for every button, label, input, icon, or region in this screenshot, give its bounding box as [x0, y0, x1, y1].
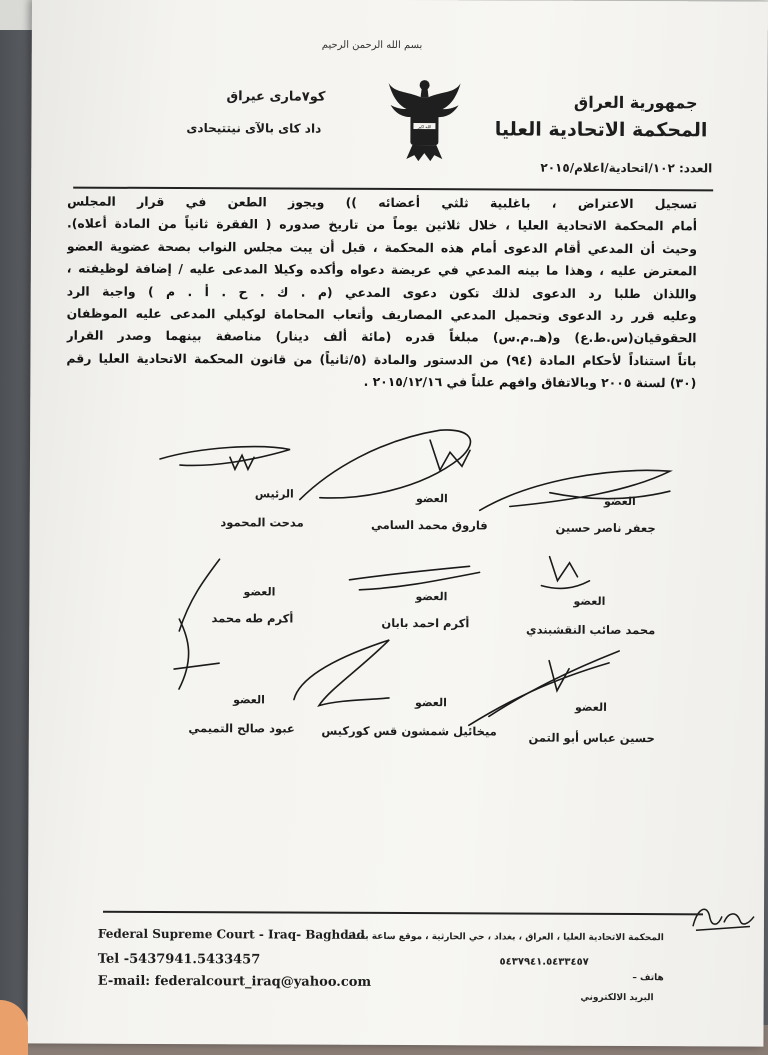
signatory-title: العضو [415, 492, 448, 506]
document-page [27, 0, 768, 1047]
signature-president [160, 446, 290, 469]
body-line: (٣٠) لسنة ٢٠٠٥ وبالاتفاق وافهم علناً في ٢٠١٥/١٢/١٦ . [363, 374, 697, 391]
footer-telephone: Tel -5437941.5433457 [97, 951, 261, 968]
signature-strokes [28, 0, 768, 902]
republic-title: جمهورية العراق [573, 92, 698, 113]
signatory-name: أكرم طه محمد [211, 611, 294, 626]
body-line: باتاً استناداً لأحكام المادة (٩٤) من الدستور والمادة (٥/ثانياً) من قانون المحكمة الاتحادية العليا رقم [66, 350, 697, 369]
signature-member-2 [480, 470, 670, 511]
signatory-title: العضو [575, 700, 607, 714]
body-line: وحيث أن المدعي أقام الدعوى أمام هذه المحكمة ، قبل أن يبت مجلس النواب بصحة عضوية العضو [66, 238, 697, 257]
basmala: بسم الله الرحمن الرحيم [321, 39, 423, 52]
signature-member-1 [300, 429, 471, 500]
signatory-name: أكرم احمد بابان [381, 615, 470, 631]
footer-email: E-mail: federalcourt_iraq@yahoo.com [97, 973, 372, 990]
kurdish-header-line2: داد کای بالآی نیتتیحادی [186, 121, 322, 136]
signatory-title: الرئيس [254, 487, 294, 501]
signatory-name: ميخائيل شمشون قس كوركيس [321, 723, 497, 739]
signatory-title: العضو [573, 594, 606, 608]
court-name: المحكمة الاتحادية العليا [494, 118, 708, 142]
footer-phone-label-arabic: هاتف – [632, 973, 664, 984]
signatory-title: العضو [415, 696, 447, 710]
footer-address-arabic: المحكمة الاتحادية العليا ، العراق ، بغداد ، حي الحارثية ، موقع ساعة بغداد [347, 931, 664, 944]
body-line: واللذان طلبا رد الدعوى لذلك تكون دعوى المدعي (م . ك . ح . أ . م ) واجبة الرد [66, 283, 697, 301]
signatory-name: فاروق محمد السامي [370, 517, 488, 533]
signatory-name: مدحت المحمود [220, 515, 304, 530]
signatory-title: العضو [243, 585, 276, 599]
signatory-name: حسين عباس أبو التمن [528, 730, 655, 746]
footer-divider [103, 911, 703, 916]
signatory-name: محمد صائب النقشبندي [526, 622, 656, 638]
signature-member-4 [349, 566, 479, 591]
body-line: الحقوقيان(س.ط.ع) و(هـ.م.س) مبلغاً قدره (مائة ألف دينار) مناصفة بينهما وصدر القرار [66, 327, 697, 346]
footer-phones-arabic: ٥٤٣٧٩٤١.٥٤٣٣٤٥٧ [499, 956, 589, 968]
signatory-title: العضو [603, 494, 636, 509]
body-line: تسجيل الاعتراض ، باغلبية ثلثي أعضائه )) ويجوز الطعن في قرار المجلس [67, 193, 698, 212]
body-line: أمام المحكمة الاتحادية العليا ، خلال ثلاثين يوماً من تاريخ صدوره ( الفقرة ثانياً من المادة أعلاه). [66, 215, 698, 234]
signatory-name: جعفر ناصر حسين [555, 520, 656, 536]
signatory-name: عبود صالح التميمي [188, 721, 295, 736]
signature-member-5 [541, 557, 589, 589]
signature-member-6 [294, 640, 389, 706]
emblem-text: الله اكبر [417, 124, 432, 130]
signatory-title: العضو [233, 693, 265, 707]
handwritten-page-mark [688, 896, 758, 940]
signatory-title: العضو [415, 590, 448, 604]
footer-court-english: Federal Supreme Court - Iraq- Baghdad [97, 926, 365, 942]
case-number: العدد: ١٠٢/اتحادية/اعلام/٢٠١٥ [540, 160, 713, 176]
signature-member-7 [469, 650, 619, 726]
footer-email-label-arabic: البريد الالكتروني [580, 992, 654, 1004]
body-line: المعترض عليه ، وهذا ما بينه المدعي في عريضة دعواه وأكده وكيلا المدعى عليه / إضافة لوظيفته ، [66, 260, 697, 279]
body-line: وعليه قرر رد الدعوى وتحميل المدعي المصاريف وأتعاب المحاماة لوكيلي المدعى عليه الموظفان [66, 305, 697, 324]
kurdish-header-line1: كو٧ماری عیراق [226, 89, 326, 105]
